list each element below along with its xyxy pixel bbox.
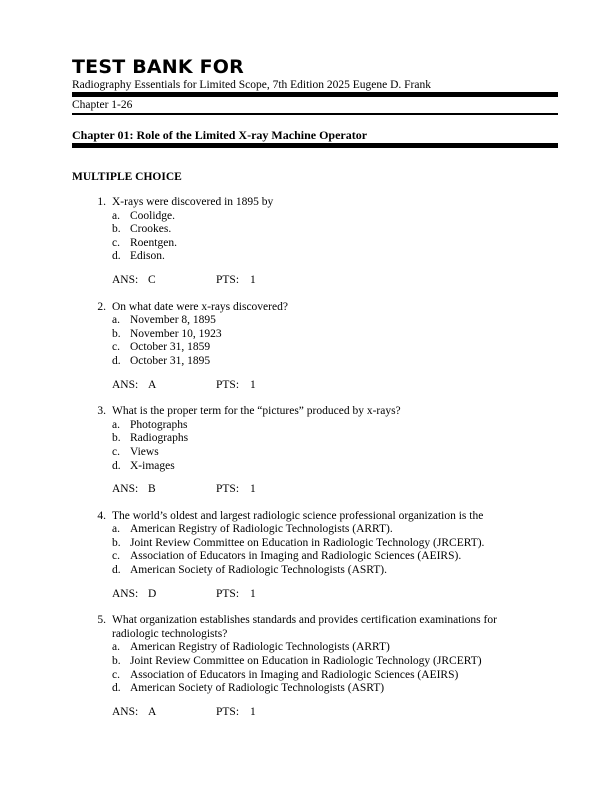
option-text: Radiographs (130, 432, 189, 445)
points-value: 1 (250, 705, 256, 718)
answer-key-row (72, 588, 558, 602)
question-text: X-rays were discovered in 1895 by (112, 196, 274, 208)
points-value: 1 (250, 483, 256, 496)
question-text: On what date were x-rays discovered? (112, 300, 288, 313)
answer-option (72, 446, 558, 460)
answer-option (72, 460, 558, 474)
option-letter: c. (112, 668, 120, 681)
header-rule-thin (72, 113, 558, 115)
ans-label: ANS: (112, 483, 139, 496)
answer-key-row (72, 483, 558, 497)
option-text: October 31, 1859 (130, 341, 211, 354)
option-letter: b. (112, 655, 121, 668)
answer-value: B (148, 483, 156, 496)
points-value: 1 (250, 587, 256, 600)
question-text: The world’s oldest and largest radiologic science professional organization is the (112, 509, 484, 522)
question-item (72, 196, 558, 288)
option-letter: a. (112, 209, 120, 222)
option-text: Edison. (130, 250, 165, 263)
option-text: Coolidge. (130, 209, 176, 222)
answer-option (72, 250, 558, 264)
chapter-rule (72, 143, 558, 148)
answer-option (72, 537, 558, 551)
option-text: Association of Educators in Imaging and Radiologic Sciences (AEIRS) (130, 668, 459, 681)
answer-option (72, 550, 558, 564)
option-text: Association of Educators in Imaging and Radiologic Sciences (AEIRS). (130, 550, 462, 563)
question-item (72, 405, 558, 497)
points-value: 1 (250, 273, 256, 286)
option-letter: d. (112, 564, 121, 577)
option-letter: d. (112, 459, 121, 472)
answer-option (72, 355, 558, 369)
pts-label: PTS: (216, 587, 240, 600)
chapter-heading: Chapter 01: Role of the Limited X-ray Machine Operator (72, 128, 368, 142)
answer-option (72, 419, 558, 433)
option-letter: a. (112, 418, 120, 431)
question-item (72, 510, 558, 602)
answer-value: A (148, 705, 157, 718)
question-item (72, 614, 558, 719)
option-text: Joint Review Committee on Education in Radiologic Technology (JRCERT). (130, 536, 485, 549)
option-text: Photographs (130, 418, 188, 431)
option-letter: b. (112, 536, 121, 549)
option-letter: b. (112, 223, 121, 236)
pts-label: PTS: (216, 273, 240, 286)
answer-option (72, 641, 558, 655)
option-text: November 8, 1895 (130, 314, 216, 327)
option-text: November 10, 1923 (130, 327, 222, 340)
ans-label: ANS: (112, 273, 139, 286)
option-text: Roentgen. (130, 236, 177, 249)
option-letter: d. (112, 354, 121, 367)
answer-option (72, 523, 558, 537)
pts-label: PTS: (216, 705, 240, 718)
question-item (72, 301, 558, 393)
answer-key-row (72, 379, 558, 393)
answer-option (72, 237, 558, 251)
answer-option (72, 223, 558, 237)
option-text: Crookes. (130, 223, 172, 236)
question-list (72, 196, 558, 732)
question-number: 5. (97, 614, 106, 627)
chapter-range: Chapter 1-26 (72, 99, 133, 111)
option-text: American Registry of Radiologic Technologists (ARRT). (130, 523, 393, 536)
question-text: What organization establishes standards and provides certification examinations for radiologic technologists? (112, 614, 497, 640)
answer-option (72, 210, 558, 224)
answer-key-row (72, 274, 558, 288)
option-letter: c. (112, 341, 120, 354)
option-text: X-images (130, 459, 175, 472)
answer-option (72, 432, 558, 446)
ans-label: ANS: (112, 378, 139, 391)
section-heading: MULTIPLE CHOICE (72, 171, 182, 183)
ans-label: ANS: (112, 587, 139, 600)
answer-option (72, 655, 558, 669)
answer-option (72, 328, 558, 342)
answer-option (72, 564, 558, 578)
question-text: What is the proper term for the “pictures” produced by x-rays? (112, 405, 401, 418)
option-letter: c. (112, 550, 120, 563)
option-letter: c. (112, 445, 120, 458)
option-text: Joint Review Committee on Education in Radiologic Technology (JRCERT) (130, 655, 482, 668)
pts-label: PTS: (216, 378, 240, 391)
question-number: 4. (97, 509, 106, 522)
option-letter: c. (112, 236, 120, 249)
answer-option (72, 682, 558, 696)
option-letter: b. (112, 432, 121, 445)
option-letter: a. (112, 641, 120, 654)
answer-key-row (72, 706, 558, 720)
option-text: October 31, 1895 (130, 354, 211, 367)
answer-option (72, 669, 558, 683)
header-rule-thick (72, 92, 558, 97)
answer-option (72, 341, 558, 355)
option-text: American Society of Radiologic Technologists (ASRT). (130, 564, 387, 577)
answer-value: D (148, 587, 157, 600)
option-letter: a. (112, 314, 120, 327)
question-number: 3. (97, 405, 106, 418)
option-letter: b. (112, 327, 121, 340)
ans-label: ANS: (112, 705, 139, 718)
pts-label: PTS: (216, 483, 240, 496)
points-value: 1 (250, 378, 256, 391)
option-letter: d. (112, 682, 121, 695)
book-subtitle: Radiography Essentials for Limited Scope, 7th Edition 2025 Eugene D. Frank (72, 79, 431, 91)
question-number: 1. (97, 196, 106, 208)
question-number: 2. (97, 300, 106, 313)
answer-value: C (148, 273, 156, 286)
option-text: American Society of Radiologic Technologists (ASRT) (130, 682, 385, 695)
option-letter: d. (112, 250, 121, 263)
answer-value: A (148, 378, 157, 391)
option-letter: a. (112, 523, 120, 536)
answer-option (72, 314, 558, 328)
option-text: Views (130, 445, 159, 458)
test-bank-title: TEST BANK FOR (72, 56, 244, 78)
option-text: American Registry of Radiologic Technologists (ARRT) (130, 641, 390, 654)
